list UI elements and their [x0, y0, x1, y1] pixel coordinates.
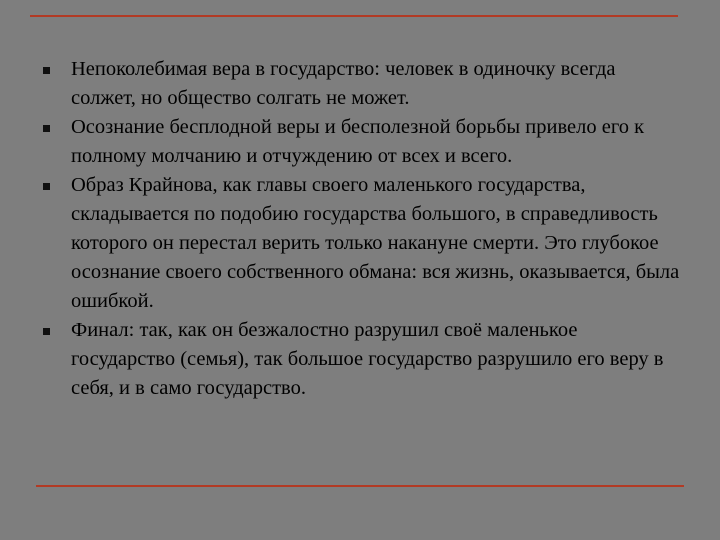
bullet-text: Финал: так, как он безжалостно разрушил своё маленькое государство (семья), так большое государство разрушило его веру в себя, и в само государство.	[71, 319, 664, 399]
bullet-text: Непоколебимая вера в государство: человек в одиночку всегда солжет, но общество солгать не может.	[71, 58, 616, 109]
square-bullet-icon	[43, 125, 50, 132]
bullet-text: Образ Крайнова, как главы своего маленького государства, складывается по подобию государства большого, в справедливость которого он перестал верить только накануне смерти. Это глубокое осознание своего собственного обмана: вся жизнь, оказывается, была ошибкой.	[71, 174, 680, 312]
bullet-item	[40, 113, 680, 171]
slide-body	[40, 55, 680, 403]
bullet-item	[40, 316, 680, 403]
square-bullet-icon	[43, 328, 50, 335]
bottom-divider	[36, 485, 684, 487]
square-bullet-icon	[43, 67, 50, 74]
bullet-list	[40, 55, 680, 403]
bullet-item	[40, 55, 680, 113]
square-bullet-icon	[43, 183, 50, 190]
top-divider	[30, 15, 678, 17]
bullet-item	[40, 171, 680, 316]
bullet-text: Осознание бесплодной веры и бесполезной борьбы привело его к полному молчанию и отчуждению от всех и всего.	[71, 116, 645, 167]
